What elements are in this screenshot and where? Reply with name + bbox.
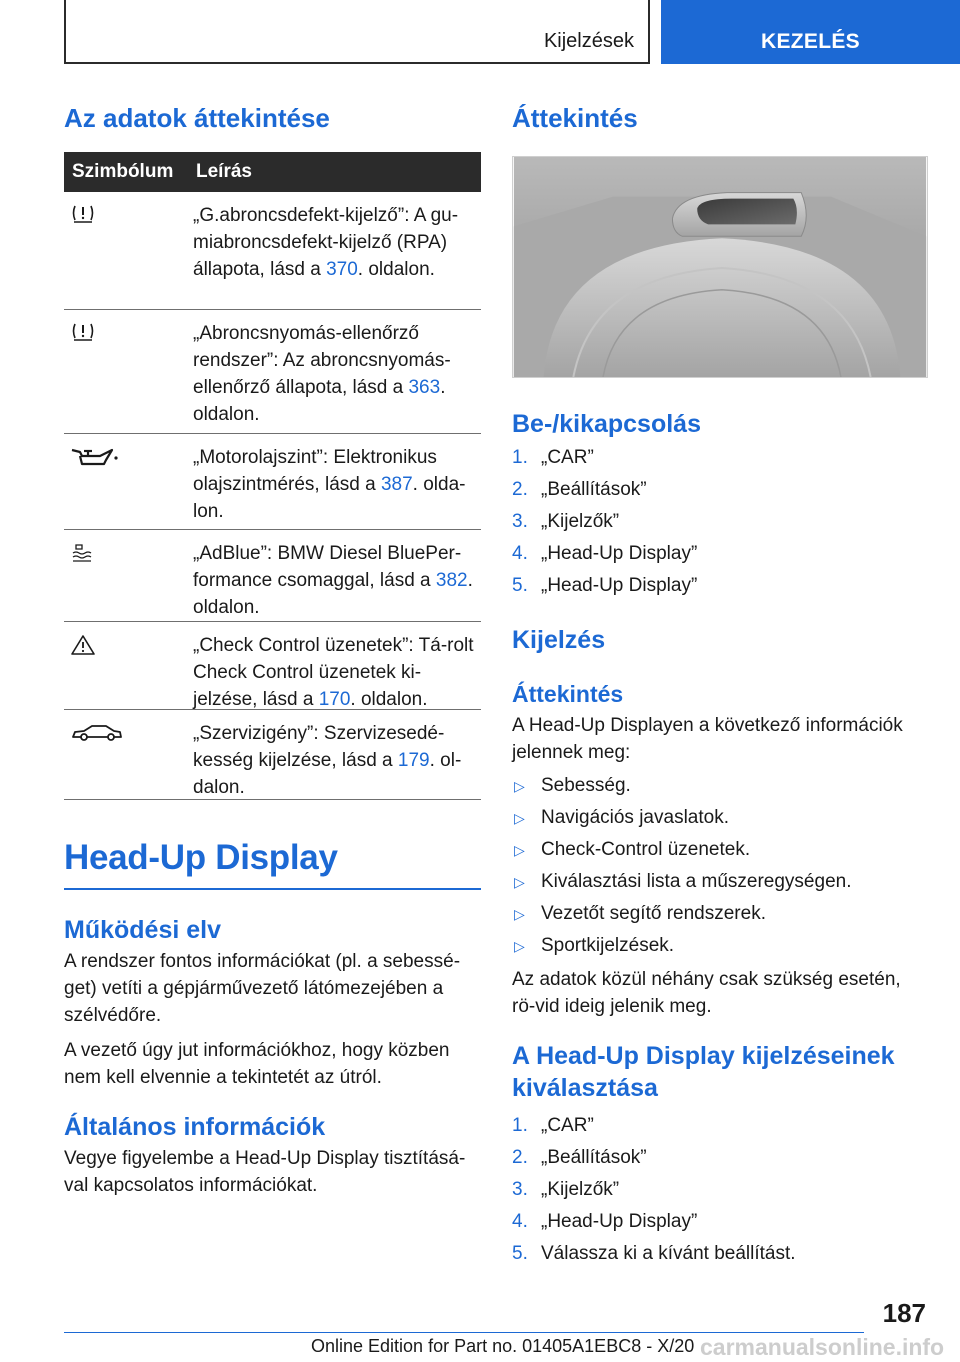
page-link[interactable]: 179 [397,750,430,771]
list-item: ▷ Check-Control üzenetek. [512,834,928,866]
list-item: ▷ Sebesség. [512,770,928,802]
list-item: 3. „Kijelzők” [512,1179,620,1200]
page-link[interactable]: 382 [435,570,468,591]
header-chapter-title: KEZELÉS [761,30,860,53]
row-description: „G.abroncsdefekt-kijelző”: A gu-miabroncsdefekt-kijelző (RPA) állapota, lásd a 370. oldalon. [193,205,459,280]
col-symbol-header: Szimbólum [72,161,174,182]
left-column [64,100,481,1199]
hud-heading: Head-Up Display [64,838,338,877]
list-item: 2. „Beállítások” [512,479,647,500]
onoff-heading: Be-/kikapcsolás [512,410,701,438]
row-description: „Abroncsnyomás-ellenőrző rendszer”: Az abroncsnyomás-ellenőrző állapota, lásd a 363. oldalon. [193,323,451,425]
header-section-title: Kijelzések [543,30,634,52]
bullet-triangle-icon: ▷ [514,938,525,954]
list-item: 2. „Beállítások” [512,1147,647,1168]
display-intro: A Head-Up Displayen a következő információk jelennek meg: [512,715,903,763]
page-link[interactable]: 387 [380,474,413,495]
list-item: 1. „CAR” [512,447,594,468]
tire-pressure-monitor-icon [64,320,193,423]
service-car-icon [64,720,193,789]
row-description: „Motorolajszint”: Elektronikus olajszintmérés, lásd a 387. olda-lon. [193,447,466,522]
adblue-icon [64,540,193,611]
bullet-triangle-icon: ▷ [514,842,525,858]
row-description: „Check Control üzenetek”: Tá-rolt Check Control üzenetek ki-jelzése, lásd a 170. oldalon. [193,635,474,710]
oil-can-icon [64,444,193,519]
list-item: 1. „CAR” [512,1115,594,1136]
right-column [512,100,928,1270]
watermark: carmanualsonline.info [700,1334,945,1360]
table-row [64,434,481,530]
list-item: 4. „Head-Up Display” [512,543,698,564]
display-heading: Kijelzés [512,626,606,654]
page-link[interactable]: 363 [408,377,441,398]
bullet-triangle-icon: ▷ [514,906,525,922]
bullet-triangle-icon: ▷ [514,778,525,794]
symbol-table [64,152,481,800]
general-paragraph: Vegye figyelembe a Head-Up Display tisztításá-val kapcsolatos információkat. [64,1148,466,1196]
select-heading: A Head-Up Display kijelzéseinek kiválasztása [512,1042,895,1102]
list-item: 5. Válassza ki a kívánt beállítást. [512,1243,796,1264]
warning-triangle-icon [64,632,193,699]
display-items [512,770,928,962]
table-row [64,530,481,622]
heading-rule [64,888,481,890]
page-link[interactable]: 170 [318,689,351,710]
list-item: ▷ Kiválasztási lista a műszeregységen. [512,866,928,898]
hud-photo [512,156,928,378]
table-row [64,622,481,710]
page-number: 187 [882,1298,926,1328]
list-item: 5. „Head-Up Display” [512,575,698,596]
display-overview-heading: Áttekintés [512,681,624,707]
table-row [64,192,481,310]
tire-pressure-warning-icon [64,202,193,299]
header-chapter-tab [661,0,960,64]
table-row [64,710,481,800]
list-item: ▷ Vezetőt segítő rendszerek. [512,898,928,930]
right-overview-heading: Áttekintés [512,103,638,133]
bullet-triangle-icon: ▷ [514,874,525,890]
select-steps [512,1110,928,1270]
general-heading: Általános információk [64,1113,326,1141]
list-item: ▷ Sportkijelzések. [512,930,928,962]
row-description: „AdBlue”: BMW Diesel BluePer-formance csomaggal, lásd a 382. oldalon. [193,543,473,618]
overview-heading: Az adatok áttekintése [64,103,330,133]
header-section-box [64,0,650,64]
bullet-triangle-icon: ▷ [514,810,525,826]
display-note: Az adatok közül néhány csak szükség esetén, rö-vid ideig jelenik meg. [512,969,901,1017]
principle-paragraph-2: A vezető úgy jut információkhoz, hogy közben nem kell elvennie a tekintetét az útról. [64,1040,450,1088]
footer-rule [64,1332,864,1333]
list-item: 3. „Kijelzők” [512,511,620,532]
col-desc-header: Leírás [196,161,252,182]
table-header [64,152,481,192]
footer-edition: Online Edition for Part no. 01405A1EBC8 - X/20 [311,1336,695,1356]
row-description: „Szervizigény”: Szervizesedé-kesség kijelzése, lásd a 179. ol-dalon. [193,723,462,798]
onoff-steps [512,442,928,602]
list-item: 4. „Head-Up Display” [512,1211,698,1232]
list-item: ▷ Navigációs javaslatok. [512,802,928,834]
table-row [64,310,481,434]
principle-heading: Működési elv [64,916,221,944]
principle-paragraph-1: A rendszer fontos információkat (pl. a sebessé-get) vetíti a gépjárművezető látómezejében a szélvédőre. [64,951,461,1026]
page-link[interactable]: 370 [326,259,358,280]
